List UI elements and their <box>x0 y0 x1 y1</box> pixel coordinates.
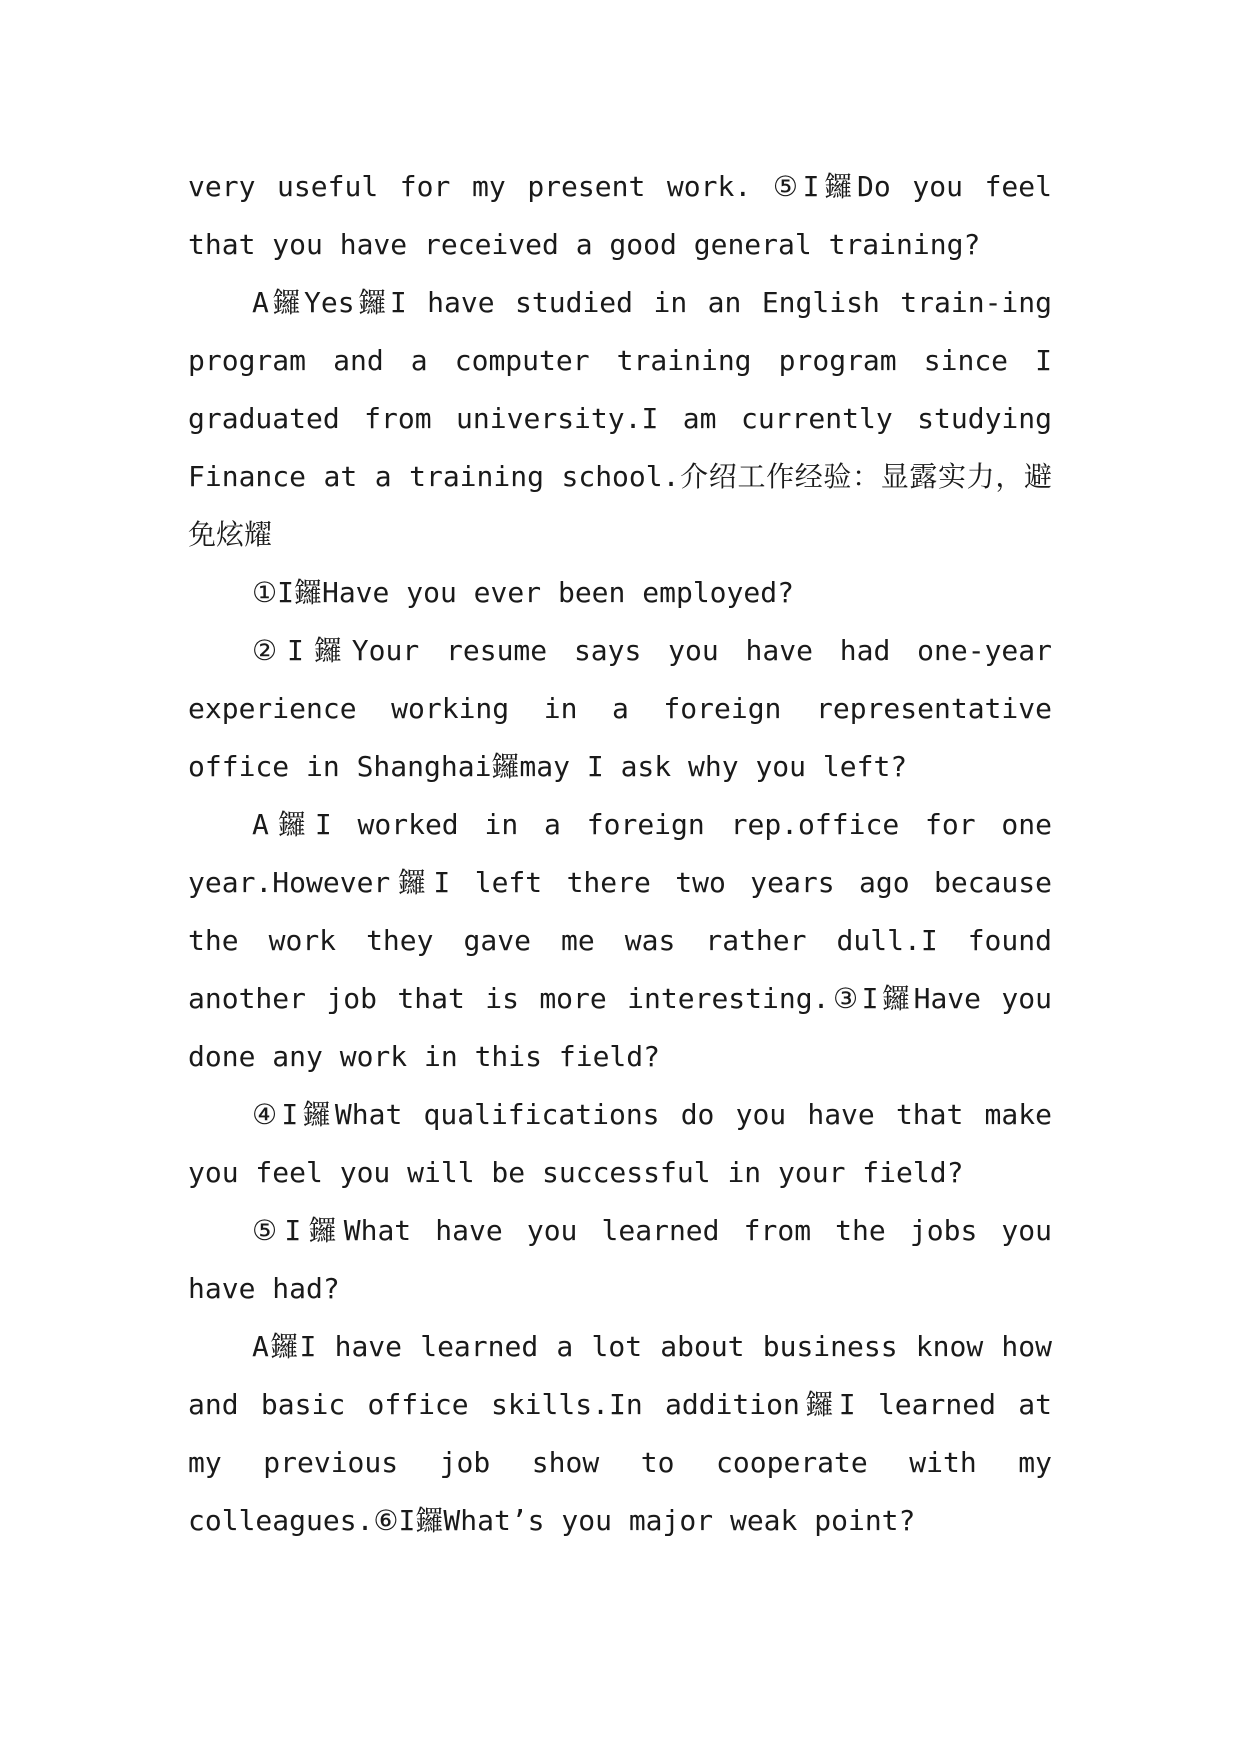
paragraph-answer-learned: A鑼I have learned a lot about business know how and basic office skills.In addition鑼I learned at my previous job show to cooperate with my colleagues.⑥I鑼What’s you major weak point? <box>188 1330 1052 1537</box>
paragraph-question-4: ④I鑼What qualifications do you have that make you feel you will be successful in your field? <box>188 1098 1052 1189</box>
document-body <box>188 158 1052 1550</box>
paragraph-answer-training: A鑼Yes鑼I have studied in an English train-ing program and a computer training program since I graduated from university.I am currently studying Finance at a training school.介绍工作经验：显露实力，避免炫耀 <box>188 286 1052 551</box>
paragraph-question-1: ①I鑼Have you ever been employed? <box>252 576 794 609</box>
paragraph-continuation: very useful for my present work. ⑤I鑼Do you feel that you have received a good general training? <box>188 170 1052 261</box>
paragraph-question-5: ⑤I鑼What have you learned from the jobs you have had? <box>188 1214 1052 1305</box>
paragraph-question-2: ②I鑼Your resume says you have had one-year experience working in a foreign representative office in Shanghai鑼may I ask why you left? <box>188 634 1052 783</box>
paragraph-answer-rep-office: A鑼I worked in a foreign rep.office for one year.However鑼I left there two years ago because the work they gave me was rather dull.I found another job that is more interesting.③I鑼Have you done any work in this field? <box>188 808 1052 1073</box>
